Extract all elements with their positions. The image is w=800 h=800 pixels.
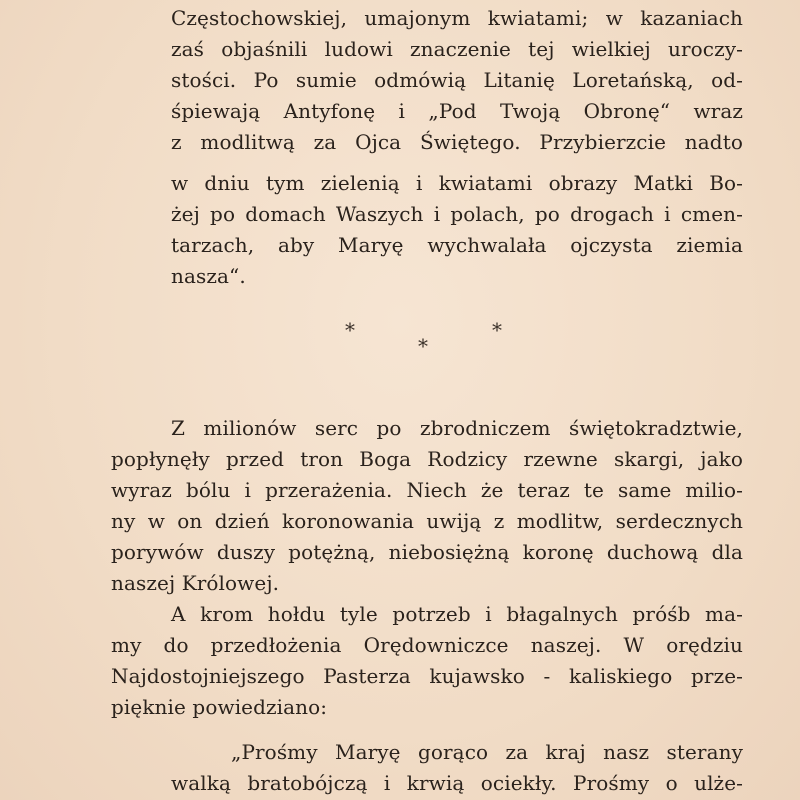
text-line: żej po domach Waszych i polach, po drogach i cmen- (171, 202, 743, 226)
separator-star: * (418, 334, 428, 358)
text-line: z modlitwą za Ojca Świętego. Przybierzcie nadto (171, 130, 743, 154)
text-line: my do przedłożenia Orędowniczce naszej. W orędziu (111, 633, 743, 657)
text-line: śpiewają Antyfonę i „Pod Twoją Obronę“ wraz (171, 99, 743, 123)
separator-star: * (492, 318, 502, 342)
text-line: porywów duszy potężną, niebosiężną koronę duchową dla (111, 540, 743, 564)
text-line: naszej Królowej. (111, 571, 280, 595)
text-line: nasza“. (171, 264, 246, 288)
text-line: w dniu tym zielenią i kwiatami obrazy Matki Bo- (171, 171, 743, 195)
text-line: A krom hołdu tyle potrzeb i błagalnych próśb ma- (171, 602, 743, 626)
text-line: Częstochowskiej, umajonym kwiatami; w kazaniach (171, 6, 743, 30)
text-line: walką bratobójczą i krwią ociekły. Prośmy o ulże- (171, 771, 743, 795)
text-line: tarzach, aby Maryę wychwalała ojczysta ziemia (171, 233, 743, 257)
separator-star: * (345, 318, 355, 342)
text-line: popłynęły przed tron Boga Rodzicy rzewne skargi, jako (111, 447, 743, 471)
text-line: wyraz bólu i przerażenia. Niech że teraz te same milio- (111, 478, 743, 502)
text-line: Z milionów serc po zbrodniczem świętokradztwie, (171, 416, 743, 440)
text-line: Najdostojniejszego Pasterza kujawsko - kaliskiego prze- (111, 664, 743, 688)
text-line: ny w on dzień koronowania uwiją z modlitw, serdecznych (111, 509, 743, 533)
text-line: stości. Po sumie odmówią Litanię Loretańską, od- (171, 68, 743, 92)
text-line: pięknie powiedziano: (111, 695, 328, 719)
text-line: „Prośmy Maryę gorąco za kraj nasz sterany (231, 740, 743, 764)
text-line: zaś objaśnili ludowi znaczenie tej wielkiej uroczy- (171, 37, 743, 61)
